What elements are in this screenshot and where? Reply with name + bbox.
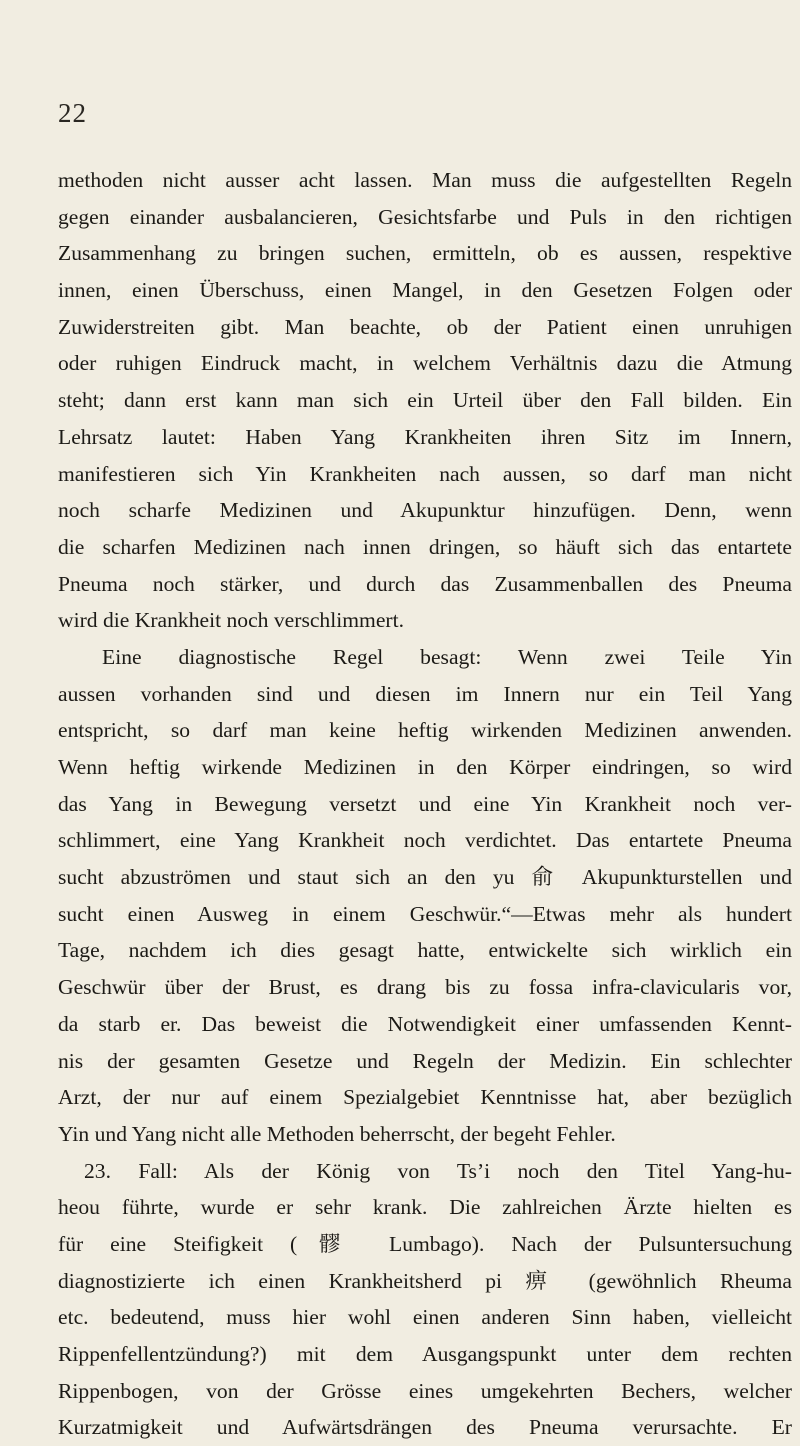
text-line: nis der gesamten Gesetze und Regeln der Medizin. Ein schlechter: [58, 1048, 792, 1073]
text-line: die scharfen Medizinen nach innen dringen, so häuft sich das entartete: [58, 534, 792, 559]
text-line: Rippenfellentzündung?) mit dem Ausgangspunkt unter dem rechten: [58, 1342, 792, 1366]
text-line: oder ruhigen Eindruck macht, in welchem Verhältnis dazu die Atmung: [58, 351, 792, 376]
text-line: wird die Krankheit noch verschlimmert.: [58, 608, 404, 633]
text-line: Kurzatmigkeit und Aufwärtsdrängen des Pneuma verursachte. Er: [58, 1415, 792, 1440]
text-line: noch scharfe Medizinen und Akupunktur hinzufügen. Denn, wenn: [58, 498, 792, 523]
text-line: Wenn heftig wirkende Medizinen in den Körper eindringen, so wird: [58, 755, 792, 779]
text-line: Arzt, der nur auf einem Spezialgebiet Kenntnisse hat, aber bezüglich: [58, 1085, 792, 1110]
text-line: Pneuma noch stärker, und durch das Zusammenballen des Pneuma: [58, 571, 792, 596]
text-line: Rippenbogen, von der Grösse eines umgekehrten Bechers, welcher: [58, 1378, 792, 1403]
text-line: Tage, nachdem ich dies gesagt hatte, entwickelte sich wirklich ein: [58, 938, 792, 963]
text-line: Zusammenhang zu bringen suchen, ermitteln, ob es aussen, respektive: [58, 241, 792, 266]
text-line: Lehrsatz lautet: Haben Yang Krankheiten ihren Sitz im Innern,: [58, 424, 792, 449]
text-line: für eine Steifigkeit (髎 Lumbago). Nach der Pulsuntersuchung: [58, 1231, 792, 1256]
page-number: 22: [58, 98, 87, 128]
text-line: methoden nicht ausser acht lassen. Man muss die aufgestellten Regeln: [58, 168, 792, 192]
text-line: Yin und Yang nicht alle Methoden beherrscht, der begeht Fehler.: [58, 1121, 616, 1146]
text-line: heou führte, wurde er sehr krank. Die zahlreichen Ärzte hielten es: [58, 1195, 792, 1220]
body-text: [58, 162, 792, 1446]
text-line: das Yang in Bewegung versetzt und eine Yin Krankheit noch ver-: [58, 791, 792, 816]
text-line: diagnostizierte ich einen Krankheitsherd pi 痹 (gewöhnlich Rheuma: [58, 1268, 792, 1293]
text-line: innen, einen Überschuss, einen Mangel, in den Gesetzen Folgen oder: [58, 278, 792, 303]
text-line: gegen einander ausbalancieren, Gesichtsfarbe und Puls in den richtigen: [58, 204, 792, 229]
text-line: manifestieren sich Yin Krankheiten nach aussen, so darf man nicht: [58, 461, 792, 486]
text-line: Zuwiderstreiten gibt. Man beachte, ob der Patient einen unruhigen: [58, 314, 792, 339]
text-line: Eine diagnostische Regel besagt: Wenn zwei Teile Yin: [102, 644, 792, 669]
text-line: entspricht, so darf man keine heftig wirkenden Medizinen anwenden.: [58, 718, 792, 743]
text-line: sucht einen Ausweg in einem Geschwür.“—Etwas mehr als hundert: [58, 901, 792, 926]
text-line: da starb er. Das beweist die Notwendigkeit einer umfassenden Kennt-: [58, 1011, 792, 1036]
text-line: sucht abzuströmen und staut sich an den yu 俞 Akupunkturstellen und: [58, 865, 792, 890]
text-line: schlimmert, eine Yang Krankheit noch verdichtet. Das entartete Pneuma: [58, 828, 792, 853]
text-line: steht; dann erst kann man sich ein Urteil über den Fall bilden. Ein: [58, 388, 792, 413]
text-line: Geschwür über der Brust, es drang bis zu fossa infra-clavicularis vor,: [58, 975, 792, 1000]
text-line: etc. bedeutend, muss hier wohl einen anderen Sinn haben, vielleicht: [58, 1305, 792, 1330]
text-line: 23. Fall: Als der König von Ts’i noch den Titel Yang-hu-: [84, 1158, 792, 1183]
text-line: aussen vorhanden sind und diesen im Innern nur ein Teil Yang: [58, 681, 792, 706]
